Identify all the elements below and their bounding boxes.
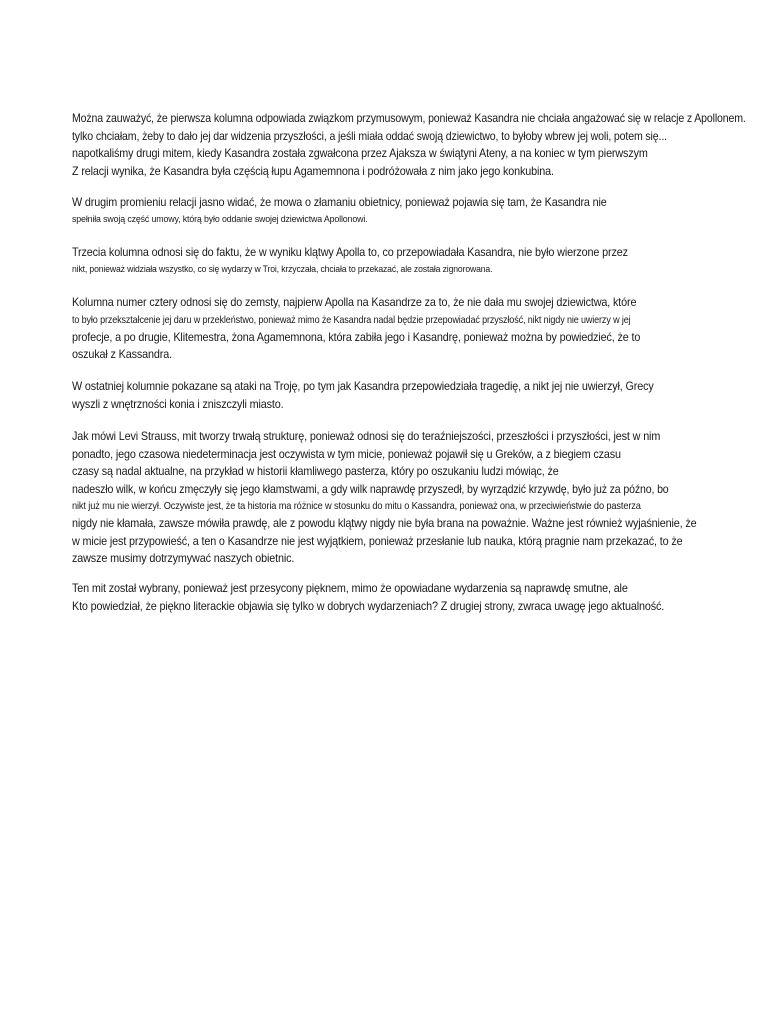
text-line: Można zauważyć, że pierwsza kolumna odpowiada związkom przymusowym, ponieważ Kasandra nie chciała angażować się w relacje z Apollonem. bbox=[72, 111, 746, 125]
text-line: Jak mówi Levi Strauss, mit tworzy trwałą strukturę, ponieważ odnosi się do teraźniejszości, przeszłości i przyszłości, jest w nim bbox=[72, 429, 661, 443]
paragraph-2 bbox=[72, 194, 762, 228]
text-line: zawsze musimy dotrzymywać naszych obietnic. bbox=[72, 551, 295, 565]
text-line: oszukał z Kassandra. bbox=[72, 347, 172, 361]
paragraph-5 bbox=[72, 378, 762, 413]
text-line: nikt już mu nie wierzył. Oczywiste jest, że ta historia ma różnice w stosunku do mitu o Kassandra, ponieważ ona, w przeciwieństwie do pasterza bbox=[72, 500, 641, 512]
paragraph-4 bbox=[72, 294, 762, 364]
text-line: profecje, a po drugie, Klitemestra, żona Agamemnona, która zabiła jego i Kasandrę, ponieważ można by powiedzieć, że to bbox=[72, 329, 641, 344]
text-line: Z relacji wynika, że Kasandra była częścią łupu Agamemnona i podróżowała z nim jako jego konkubina. bbox=[72, 163, 554, 178]
paragraph-7 bbox=[72, 580, 762, 615]
text-line: W ostatniej kolumnie pokazane są ataki na Troję, po tym jak Kasandra przepowiedziała tragedię, a nikt jej nie uwierzył, Grecy bbox=[72, 379, 654, 393]
text-line: Kto powiedział, że piękno literackie objawia się tylko w dobrych wydarzeniach? Z drugiej strony, zwraca uwagę jego aktualność. bbox=[72, 598, 665, 613]
paragraph-1 bbox=[72, 110, 762, 180]
text-line: Ten mit został wybrany, ponieważ jest przesycony pięknem, mimo że opowiadane wydarzenia są naprawdę smutne, ale bbox=[72, 581, 628, 595]
text-line: Kolumna numer cztery odnosi się do zemsty, najpierw Apolla na Kasandrze za to, że nie dała mu swojej dziewictwa, które bbox=[72, 295, 637, 309]
paragraph-3 bbox=[72, 244, 762, 278]
text-line: nikt, ponieważ widziała wszystko, co się wydarzy w Troi, krzyczała, chciała to przekazać, ale została zignorowana. bbox=[72, 263, 493, 275]
text-line: Trzecia kolumna odnosi się do faktu, że w wyniku klątwy Apolla to, co przepowiadała Kasandra, nie było wierzone przez bbox=[72, 245, 628, 259]
text-line: nadeszło wilk, w końcu zmęczyły się jego kłamstwami, a gdy wilk naprawdę przyszedł, by wyrządzić krzywdę, było już za późno, bo bbox=[72, 481, 669, 496]
text-line: to było przekształcenie jej daru w przekleństwo, ponieważ mimo że Kasandra nadal będzie przepowiadać przyszłość, nikt nigdy nie uwierzy w jej bbox=[72, 313, 631, 326]
text-line: napotkaliśmy drugi mitem, kiedy Kasandra została zgwałcona przez Ajaksza w świątyni Ateny, a na koniec w tym pierwszym bbox=[72, 146, 648, 160]
text-line: spełniła swoją część umowy, którą było oddanie swojej dziewictwa Apollonowi. bbox=[72, 213, 368, 225]
text-line: w micie jest przypowieść, a ten o Kasandrze nie jest wyjątkiem, ponieważ przesłanie lub nauka, którą pragnie nam przekazać, to że bbox=[72, 533, 683, 548]
text-line: ponadto, jego czasowa niedeterminacja jest oczywista w tym micie, ponieważ pojawił się u Greków, a z biegiem czasu bbox=[72, 446, 621, 461]
text-line: czasy są nadal aktualne, na przykład w historii kłamliwego pasterza, który po oszukaniu ludzi mówiąc, że bbox=[72, 464, 559, 478]
text-line: wyszli z wnętrzności konia i zniszczyli miasto. bbox=[72, 396, 284, 411]
text-line: W drugim promieniu relacji jasno widać, że mowa o złamaniu obietnicy, ponieważ pojawia się tam, że Kasandra nie bbox=[72, 195, 607, 209]
text-line: tylko chciałam, żeby to dało jej dar widzenia przyszłości, a jeśli miała oddać swoją dziewictwo, to byłoby wbrew jej woli, potem się... bbox=[72, 128, 667, 143]
text-line: nigdy nie kłamała, zawsze mówiła prawdę, ale z powodu klątwy nigdy nie była brana na poważnie. Ważne jest również wyjaśnienie, że bbox=[72, 516, 697, 530]
paragraph-6 bbox=[72, 428, 762, 568]
